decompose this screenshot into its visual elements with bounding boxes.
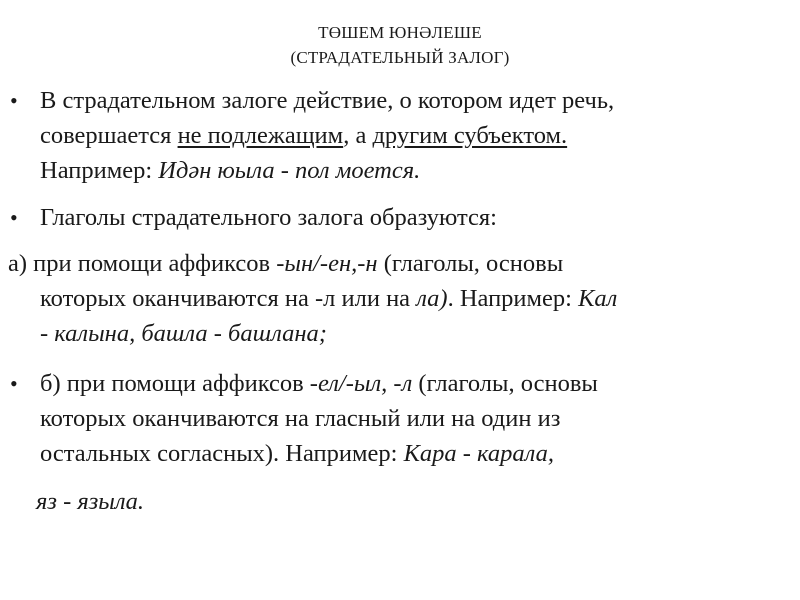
p3-italic-la: ла): [416, 285, 448, 312]
p4-text: (глаголы, основы: [412, 370, 598, 397]
p4-line-1: [40, 366, 598, 401]
p4-example: Кара - карала,: [403, 440, 554, 467]
p3-text: а) при помощи аффиксов -: [8, 250, 285, 277]
paragraph-affix-a-rest: [40, 281, 617, 351]
p1-text: совершается: [40, 122, 178, 149]
bullet-2: •: [10, 205, 18, 230]
title-line-2: (СТРАДАТЕЛЬНЫЙ ЗАЛОГ): [290, 48, 510, 67]
p1-text: , а: [343, 122, 373, 149]
p3-text: которых оканчиваются на -л или на: [40, 285, 417, 312]
p4-affixes: ел/-ыл, -л: [317, 370, 413, 397]
paragraph-affix-a-line-1: [8, 246, 563, 281]
p1-line-3: [40, 153, 614, 188]
underlined-other-subject: другим субъектом.: [372, 122, 568, 149]
p4-text: б) при помощи аффиксов -: [40, 370, 318, 397]
paragraph-passive-definition: [40, 83, 614, 188]
p4-line-3: [40, 436, 598, 471]
bullet-1: •: [10, 88, 18, 113]
p4-example-label: остальных согласных). Например:: [40, 440, 404, 467]
p3-example-label: . Например:: [447, 285, 579, 312]
p3-example-kal: Кал: [578, 285, 618, 312]
p1-line-1: В страдательном залоге действие, о котором идет речь,: [40, 87, 615, 114]
p2-line-1: Глаголы страдательного залога образуются:: [40, 204, 497, 231]
p3-affixes: ын/-ен,-н: [284, 250, 378, 277]
p1-example: Идән юыла - пол моется.: [158, 157, 421, 184]
paragraph-affix-b: [40, 366, 598, 471]
bullet-4: •: [10, 371, 18, 396]
p3-line-2: [40, 281, 617, 316]
paragraph-example-yaz: [36, 484, 144, 519]
p4-line-2: которых оканчиваются на гласный или на один из: [40, 405, 561, 432]
p3-text: (глаголы, основы: [377, 250, 564, 277]
p5-example: яз - язылa.: [36, 488, 144, 515]
underlined-not-subject: не подлежащим: [177, 122, 344, 149]
paragraph-formation: [40, 200, 497, 235]
slide-title: [0, 20, 800, 70]
p1-line-2: [40, 118, 614, 153]
p3-line-3: - калына, башла - башлана;: [40, 320, 327, 347]
p1-example-label: Например:: [40, 157, 159, 184]
title-line-1: ТӨШЕМ ЮНӘЛЕШЕ: [318, 23, 482, 42]
